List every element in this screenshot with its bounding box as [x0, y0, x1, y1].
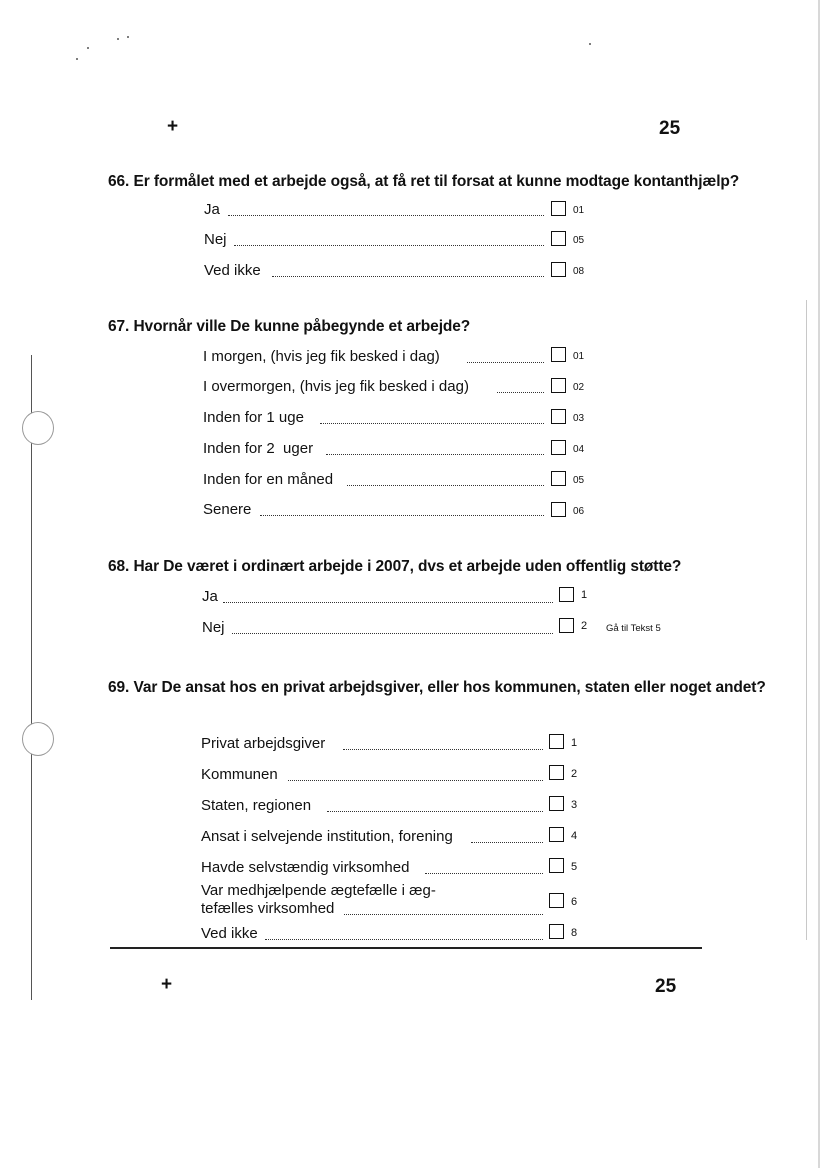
dotted-leader — [425, 873, 543, 874]
checkbox[interactable] — [549, 858, 564, 873]
checkbox[interactable] — [549, 827, 564, 842]
checkbox[interactable] — [549, 734, 564, 749]
dotted-leader — [265, 939, 543, 940]
question-68: 68. Har De været i ordinært arbejde i 2007, dvs et arbejde uden offentlig støtte? — [108, 558, 682, 575]
checkbox[interactable] — [549, 765, 564, 780]
option-label: Inden for 1 uge — [203, 409, 304, 426]
skip-instruction: Gå til Tekst 5 — [606, 623, 661, 634]
scan-speck — [87, 47, 89, 49]
dotted-leader — [272, 276, 544, 277]
option-label-line1: Var medhjælpende ægtefælle i æg- — [201, 882, 436, 899]
question-66: 66. Er formålet med et arbejde også, at få ret til forsat at kunne modtage kontanthjælp? — [108, 173, 740, 190]
question-67: 67. Hvornår ville De kunne påbegynde et arbejde? — [108, 318, 471, 335]
dotted-leader — [223, 602, 553, 603]
answer-code: 04 — [573, 444, 585, 455]
checkbox[interactable] — [551, 201, 566, 216]
option-label-line2: tefælles virksomhed — [201, 900, 335, 917]
checkbox[interactable] — [551, 409, 566, 424]
option-label: Ved ikke — [201, 925, 258, 942]
dotted-leader — [344, 914, 543, 915]
dotted-leader — [343, 749, 543, 750]
checkbox[interactable] — [551, 440, 566, 455]
checkbox[interactable] — [549, 924, 564, 939]
option-label: Ved ikke — [204, 262, 261, 279]
footer-page-number: 25 — [655, 976, 677, 997]
option-label: Staten, regionen — [201, 797, 312, 814]
option-label: Privat arbejdsgiver — [201, 735, 326, 752]
answer-code: 6 — [571, 896, 578, 908]
option-label: Kommunen — [201, 766, 278, 783]
punch-hole-top — [22, 411, 54, 445]
footer-plus-mark: + — [161, 974, 173, 995]
answer-code: 3 — [571, 799, 578, 811]
option-label: Nej — [204, 231, 227, 248]
scan-speck — [117, 38, 119, 40]
answer-code: 08 — [573, 266, 585, 277]
answer-code: 4 — [571, 830, 578, 842]
option-label: Senere — [203, 501, 252, 518]
answer-code: 1 — [571, 737, 578, 749]
option-label: I overmorgen, (hvis jeg fik besked i dag) — [203, 378, 469, 395]
option-label: Ansat i selvejende institution, forening — [201, 828, 453, 845]
answer-code: 02 — [573, 382, 585, 393]
page-edge-inner — [806, 300, 807, 940]
answer-code: 05 — [573, 475, 585, 486]
option-label: Nej — [202, 619, 225, 636]
option-label: Inden for 2 uger — [203, 440, 314, 457]
punch-hole-bottom — [22, 722, 54, 756]
answer-code: 05 — [573, 235, 585, 246]
dotted-leader — [471, 842, 543, 843]
answer-code: 5 — [571, 861, 578, 873]
option-label: Havde selvstændig virksomhed — [201, 859, 410, 876]
answer-code: 01 — [573, 205, 585, 216]
dotted-leader — [228, 215, 544, 216]
dotted-leader — [467, 362, 544, 363]
checkbox[interactable] — [559, 618, 574, 633]
header-page-number: 25 — [659, 118, 681, 139]
dotted-leader — [347, 485, 544, 486]
answer-code: 2 — [581, 620, 588, 632]
checkbox[interactable] — [549, 796, 564, 811]
option-label: I morgen, (hvis jeg fik besked i dag) — [203, 348, 440, 365]
checkbox[interactable] — [551, 378, 566, 393]
checkbox[interactable] — [551, 502, 566, 517]
dotted-leader — [320, 423, 544, 424]
scan-speck — [127, 36, 129, 38]
question-69: 69. Var De ansat hos en privat arbejdsgiver, eller hos kommunen, staten eller noget andet? — [108, 679, 766, 696]
checkbox[interactable] — [559, 587, 574, 602]
dotted-leader — [327, 811, 543, 812]
dotted-leader — [326, 454, 544, 455]
dotted-leader — [232, 633, 553, 634]
scan-speck — [589, 43, 591, 45]
checkbox[interactable] — [551, 262, 566, 277]
binder-margin-line — [31, 355, 32, 1000]
dotted-leader — [234, 245, 544, 246]
answer-code: 2 — [571, 768, 578, 780]
answer-code: 1 — [581, 589, 588, 601]
answer-code: 01 — [573, 351, 585, 362]
answer-code: 06 — [573, 506, 585, 517]
header-plus-mark: + — [167, 116, 179, 137]
dotted-leader — [497, 392, 544, 393]
checkbox[interactable] — [551, 231, 566, 246]
dotted-leader — [288, 780, 543, 781]
answer-code: 03 — [573, 413, 585, 424]
footer-rule — [110, 947, 702, 949]
option-label: Ja — [202, 588, 218, 605]
page-edge — [818, 0, 820, 1168]
scan-speck — [76, 58, 78, 60]
checkbox[interactable] — [549, 893, 564, 908]
dotted-leader — [260, 515, 544, 516]
checkbox[interactable] — [551, 471, 566, 486]
answer-code: 8 — [571, 927, 578, 939]
checkbox[interactable] — [551, 347, 566, 362]
option-label: Inden for en måned — [203, 471, 334, 488]
option-label: Ja — [204, 201, 220, 218]
